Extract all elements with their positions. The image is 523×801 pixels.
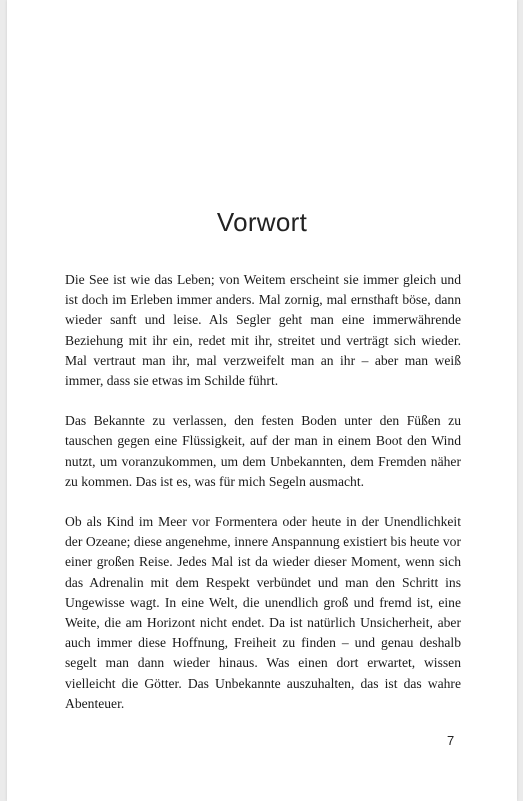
body-text: [65, 270, 461, 734]
chapter-title: Vorwort: [216, 207, 308, 237]
book-page: [7, 0, 517, 801]
paragraph-3: Ob als Kind im Meer vor Formentera oder heute in der Unendlichkeit der Ozeane; diese angenehme, innere Anspannung existiert bis heute vor einer großen Reise. Jedes Mal ist da wieder dieser Moment, wenn sich das Adrenalin mit dem Respekt verbündet und man den Schritt ins Ungewisse wagt. In eine Welt, die unendlich groß und fremd ist, eine Weite, die am Horizont nicht endet. Da ist natürlich Unsicherheit, aber auch immer diese Hoffnung, Freiheit zu finden – und genau deshalb segelt man dann wieder hinaus. Was einen dort erwartet, wissen vielleicht die Götter. Das Unbekannte auszuhalten, das ist das wahre Abenteuer.: [65, 514, 461, 711]
paragraph-2: Das Bekannte zu verlassen, den festen Boden unter den Füßen zu tauschen gegen eine Flüssigkeit, auf der man in einem Boot den Wind nutzt, um voranzukommen, um dem Unbekannten, dem Fremden näher zu kommen. Das ist es, was für mich Segeln ausmacht.: [65, 413, 461, 489]
paragraph-1: Die See ist wie das Leben; von Weitem erscheint sie immer gleich und ist doch im Erleben immer anders. Mal zornig, mal ernsthaft böse, dann wieder sanft und leise. Als Segler geht man eine immerwährende Beziehung mit ihr ein, redet mit ihr, streitet und verträgt sich wieder. Mal vertraut man ihr, mal verzweifelt man an ihr – aber man weiß immer, dass sie etwas im Schilde führt.: [65, 272, 461, 389]
page-number: 7: [447, 733, 455, 748]
